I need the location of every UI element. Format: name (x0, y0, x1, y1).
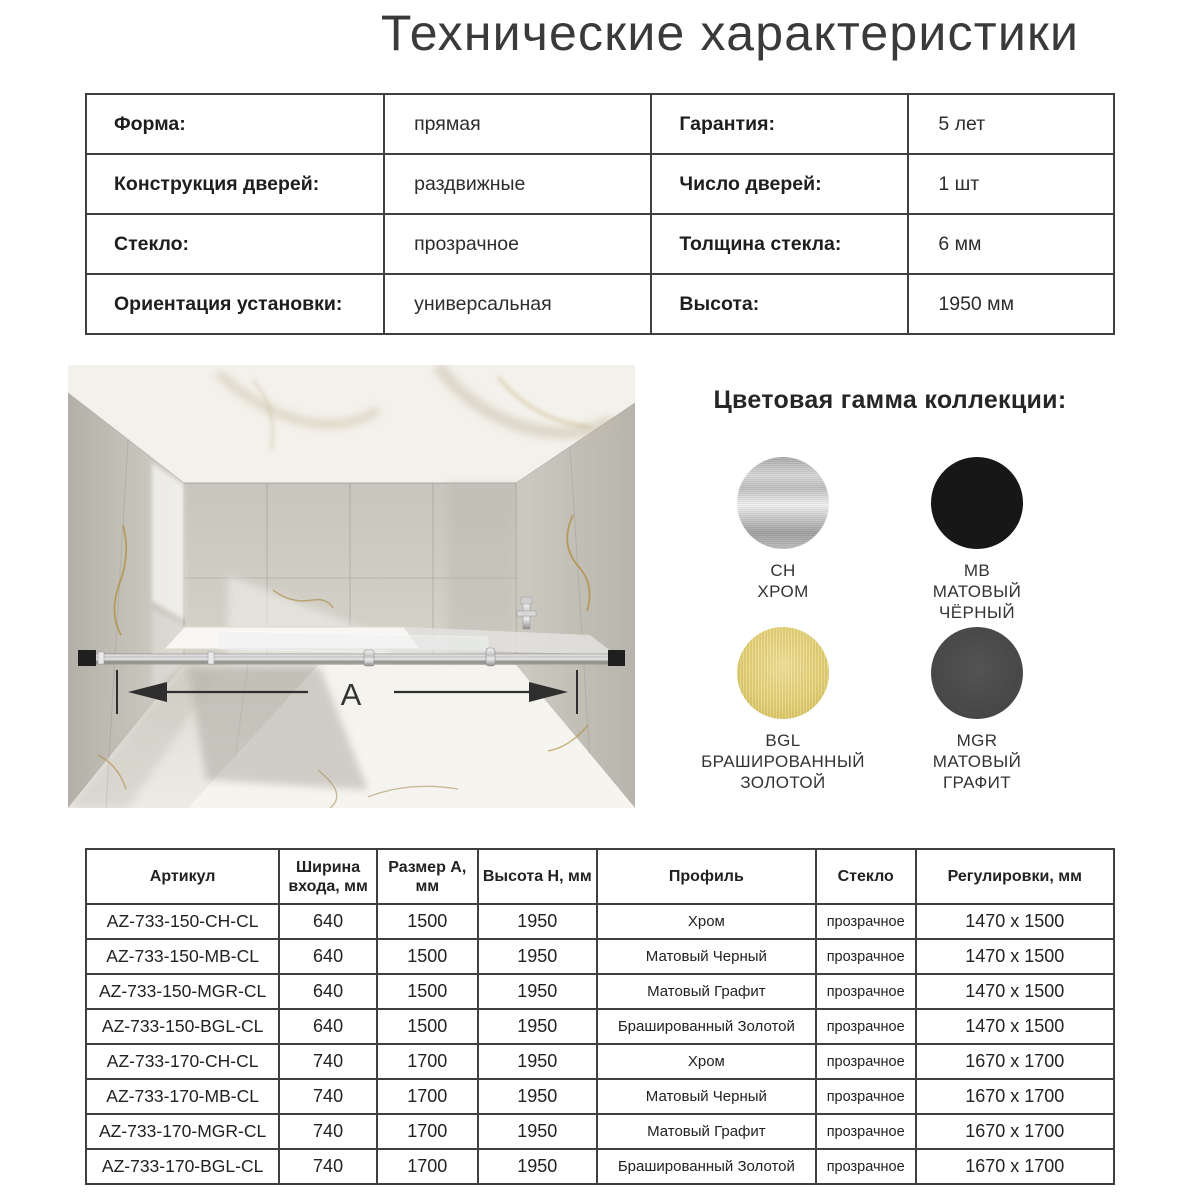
cell-height: 1950 (478, 939, 597, 974)
colors-heading: Цветовая гамма коллекции: (713, 386, 1067, 414)
cell-size-a: 1500 (377, 1009, 478, 1044)
cell-article: AZ-733-170-MGR-CL (86, 1114, 279, 1149)
rail-end-cap (78, 650, 96, 666)
cell-glass: прозрачное (816, 1044, 916, 1079)
cell-width: 640 (279, 939, 377, 974)
cell-article: AZ-733-170-CH-CL (86, 1044, 279, 1079)
swatch-label (872, 730, 1082, 793)
cell-article: AZ-733-170-BGL-CL (86, 1149, 279, 1184)
cell-article: AZ-733-150-MB-CL (86, 939, 279, 974)
spec-row (86, 154, 1114, 214)
product-photo (68, 365, 635, 808)
cell-adjust: 1670 x 1700 (916, 1079, 1114, 1114)
swatch-name: ЧЁРНЫЙ (939, 603, 1015, 622)
bathroom-render (68, 365, 635, 808)
swatch-name: БРАШИРОВАННЫЙ (701, 752, 865, 771)
swatch-label (678, 730, 888, 793)
swatch-name: ХРОМ (757, 582, 809, 601)
cell-width: 740 (279, 1149, 377, 1184)
cell-profile: Хром (597, 904, 816, 939)
table-row (86, 1114, 1114, 1149)
product-table-header: Стекло (816, 849, 916, 904)
cell-size-a: 1500 (377, 904, 478, 939)
cell-size-a: 1700 (377, 1114, 478, 1149)
spec-value: 1950 мм (908, 274, 1114, 334)
rail-end-cap (608, 650, 625, 666)
cell-height: 1950 (478, 1044, 597, 1079)
cell-adjust: 1670 x 1700 (916, 1044, 1114, 1079)
spec-label: Гарантия: (651, 94, 908, 154)
swatch-mgr (872, 627, 1082, 793)
swatch-code: BGL (765, 731, 801, 750)
swatch-code: MGR (956, 731, 998, 750)
cell-glass: прозрачное (816, 939, 916, 974)
cell-height: 1950 (478, 1079, 597, 1114)
table-row (86, 1149, 1114, 1184)
door-handle (486, 648, 495, 666)
product-table-header-row (86, 849, 1114, 904)
swatch-circle-gold (737, 627, 829, 719)
spec-label: Стекло: (86, 214, 384, 274)
cell-width: 640 (279, 974, 377, 1009)
swatch-code: MB (963, 561, 991, 580)
swatch-name: МАТОВЫЙ (932, 582, 1022, 601)
spec-label: Толщина стекла: (651, 214, 908, 274)
product-table-header: Ширина входа, мм (279, 849, 377, 904)
table-row (86, 904, 1114, 939)
product-table (85, 848, 1115, 1185)
cell-width: 740 (279, 1114, 377, 1149)
spec-value: прозрачное (384, 214, 651, 274)
cell-profile: Матовый Графит (597, 1114, 816, 1149)
table-row (86, 1044, 1114, 1079)
cell-glass: прозрачное (816, 1149, 916, 1184)
cell-profile: Брашированный Золотой (597, 1149, 816, 1184)
swatch-bgl (678, 627, 888, 793)
cell-glass: прозрачное (816, 1009, 916, 1044)
product-table-header: Артикул (86, 849, 279, 904)
cell-size-a: 1700 (377, 1079, 478, 1114)
spec-table (85, 93, 1115, 335)
cell-width: 640 (279, 904, 377, 939)
cell-adjust: 1470 x 1500 (916, 939, 1114, 974)
table-row (86, 974, 1114, 1009)
cell-adjust: 1470 x 1500 (916, 904, 1114, 939)
cell-width: 740 (279, 1044, 377, 1079)
product-table-header: Высота Н, мм (478, 849, 597, 904)
cell-glass: прозрачное (816, 1079, 916, 1114)
cell-adjust: 1470 x 1500 (916, 1009, 1114, 1044)
swatch-ch (678, 457, 888, 602)
spec-value: 6 мм (908, 214, 1114, 274)
cell-article: AZ-733-150-MGR-CL (86, 974, 279, 1009)
cell-adjust: 1670 x 1700 (916, 1149, 1114, 1184)
cell-size-a: 1500 (377, 939, 478, 974)
spec-value: 1 шт (908, 154, 1114, 214)
swatch-name: ГРАФИТ (942, 773, 1012, 792)
table-row (86, 939, 1114, 974)
cell-size-a: 1700 (377, 1149, 478, 1184)
swatch-name: МАТОВЫЙ (932, 752, 1022, 771)
cell-height: 1950 (478, 1149, 597, 1184)
cell-size-a: 1500 (377, 974, 478, 1009)
swatch-label (678, 560, 888, 602)
cell-article: AZ-733-170-MB-CL (86, 1079, 279, 1114)
swatch-code: CH (770, 561, 796, 580)
swatch-mb (872, 457, 1082, 623)
spec-label: Число дверей: (651, 154, 908, 214)
table-row (86, 1079, 1114, 1114)
cell-height: 1950 (478, 904, 597, 939)
spec-label: Конструкция дверей: (86, 154, 384, 214)
cell-height: 1950 (478, 1009, 597, 1044)
spec-label: Ориентация установки: (86, 274, 384, 334)
spec-value: прямая (384, 94, 651, 154)
cell-width: 640 (279, 1009, 377, 1044)
cell-height: 1950 (478, 1114, 597, 1149)
cell-profile: Брашированный Золотой (597, 1009, 816, 1044)
window-light (152, 463, 184, 619)
spec-value: раздвижные (384, 154, 651, 214)
spec-row (86, 94, 1114, 154)
product-table-header: Размер А, мм (377, 849, 478, 904)
cell-adjust: 1470 x 1500 (916, 974, 1114, 1009)
product-table-header: Регулировки, мм (916, 849, 1114, 904)
swatch-circle-black (931, 457, 1023, 549)
cell-width: 740 (279, 1079, 377, 1114)
dimension-label-a: A (340, 677, 362, 712)
cell-glass: прозрачное (816, 1114, 916, 1149)
spec-label: Форма: (86, 94, 384, 154)
spec-row (86, 274, 1114, 334)
cell-article: AZ-733-150-BGL-CL (86, 1009, 279, 1044)
cell-glass: прозрачное (816, 974, 916, 1009)
cell-size-a: 1700 (377, 1044, 478, 1079)
cell-glass: прозрачное (816, 904, 916, 939)
cell-profile: Хром (597, 1044, 816, 1079)
product-table-header: Профиль (597, 849, 816, 904)
cell-profile: Матовый Черный (597, 939, 816, 974)
cell-profile: Матовый Графит (597, 974, 816, 1009)
swatch-label (872, 560, 1082, 623)
spec-value: универсальная (384, 274, 651, 334)
swatch-circle-chrome (737, 457, 829, 549)
swatch-name: ЗОЛОТОЙ (740, 773, 826, 792)
spec-row (86, 214, 1114, 274)
cell-height: 1950 (478, 974, 597, 1009)
cell-article: AZ-733-150-CH-CL (86, 904, 279, 939)
table-row (86, 1009, 1114, 1044)
spec-label: Высота: (651, 274, 908, 334)
page-title: Технические характеристики (380, 5, 1080, 61)
cell-adjust: 1670 x 1700 (916, 1114, 1114, 1149)
cell-profile: Матовый Черный (597, 1079, 816, 1114)
swatch-circle-graphite (931, 627, 1023, 719)
spec-value: 5 лет (908, 94, 1114, 154)
